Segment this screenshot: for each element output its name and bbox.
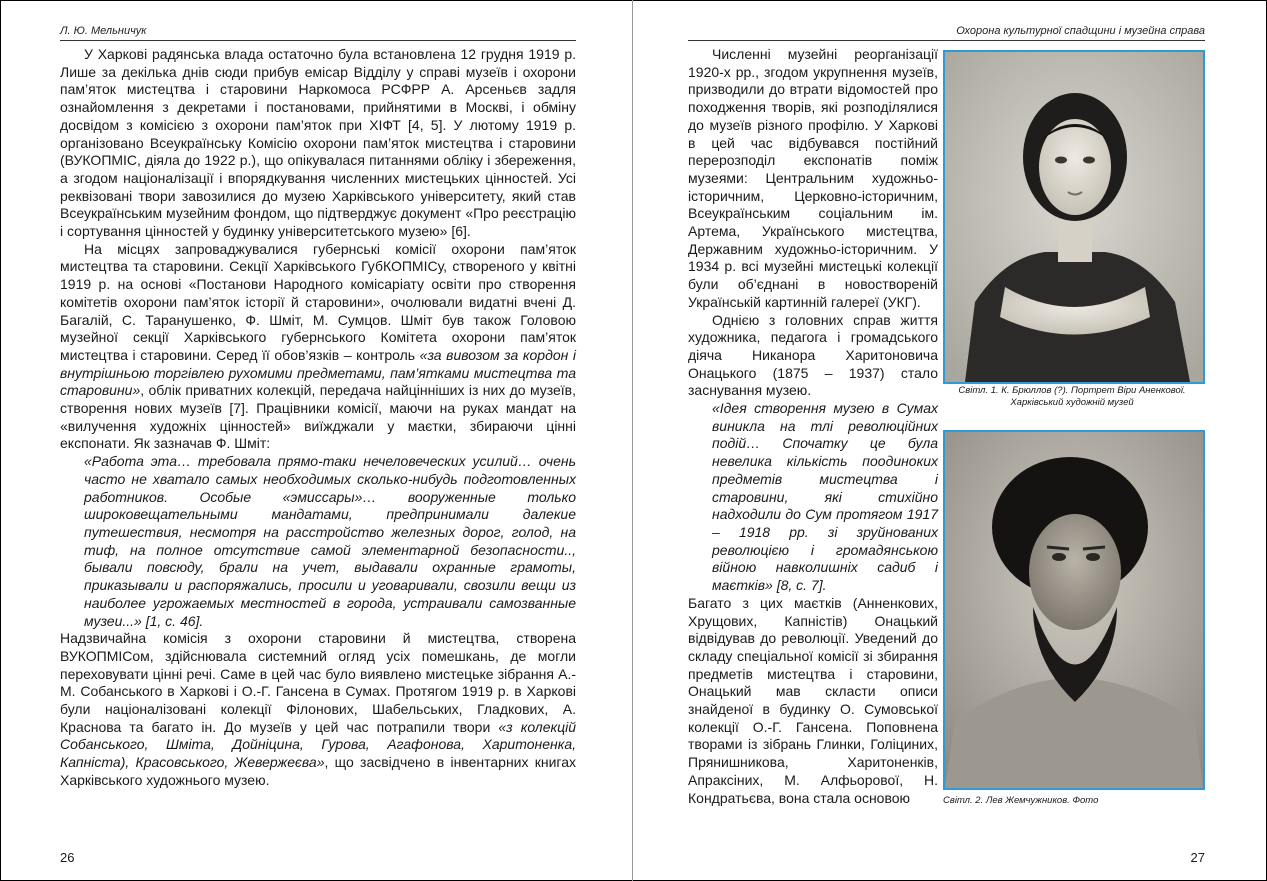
text-run: , що засвідчено в інвентарних книгах Харківського художнього музею.	[60, 754, 576, 788]
page-number-left: 26	[60, 850, 75, 865]
paragraph: Багато з цих маєтків (Анненкових, Хрущових, Капністів) Онацький відвідував до революції. Уведений до складу спеціальної комісії зі збирання предметів мистецтва і старовини, Онацький мав скласти описи знайденої в будинку О. Сумовської колекції О.-Г. Гансена. Поповнена творами із зібрань Глинки, Голіциних, Прянишникова, Харитоненків, Апраксіних, М. Алфьорової, Н. Кондратьєва, вона стала основою	[688, 594, 938, 806]
left-page	[0, 0, 633, 881]
italic-citation: «за вивозом за кордон і внутрішньою торгівлею рухомими предметами, пам’ятками мистецтва та старовини»	[60, 346, 576, 399]
italic-citation: «з колекцій Собанського, Шміта, Дойніцина, Гурова, Агафонова, Харитоненка, Капніста), Красовського, Жевержеєва»	[60, 718, 576, 771]
paragraph	[60, 241, 576, 453]
right-text-column	[688, 46, 938, 807]
photo-caption-1	[939, 385, 1205, 409]
caption-line: Світл. 1. К. Брюллов (?). Портрет Віри Аненкової.	[958, 385, 1186, 396]
paragraph	[60, 630, 576, 789]
caption-line: Харківський художній музей	[1010, 397, 1134, 408]
running-head-left: Л. Ю. Мельничук	[60, 25, 147, 37]
portrait-painting-image	[945, 52, 1203, 382]
portrait-painting-photo	[943, 50, 1205, 384]
page-number-right: 27	[1190, 850, 1205, 865]
header-rule-right	[688, 40, 1205, 41]
man-portrait-image	[945, 432, 1203, 788]
block-quote: «Работа эта… требовала прямо-таки нечеловеческих усилий… очень часто не хватало самых необходимых сколько-нибудь подготовленных работников. Особые «эмиссары»… вооруженные только широковещательными мандатами, предпринимали далекие путешествия, несмотря на расстройство железных дорог, голод, на тиф, на полное отсутствие самой элементарной безопасности.., бывали повсюду, брали на учет, выдавали охранные грамоты, приказывали и распоряжались, просили и уговаривали, свозили вещи из наиболее угрожаемых местностей в города, устраивали самозванные музеи...» [1, с. 46].	[84, 453, 576, 629]
block-quote: «Ідея створення музею в Сумах виникла на тлі революційних подій… Спочатку це була невелика кількість поодиноких предметів мистецтва і старовини, які стихійно надходили до Сум протягом 1917 – 1918 рр. зі зруйнованих революцією і громадянською війною навколишніх садиб і маєтків» [8, с. 7].	[712, 400, 938, 594]
photo-caption-2: Світл. 2. Лев Жемчужников. Фото	[943, 795, 1099, 806]
paragraph: Численні музейні реорганізації 1920-х рр., згодом укрупнення музеїв, призводили до втрати відомостей про походження творів, які розподілялися до музеїв різного профілю. У Харкові в цей час відбувався постійний перерозподіл експонатів поміж музеями: Центральним художньо-історичним, Церковно-історичним, Всеукраїнським соціальним ім. Артема, Українського мистецтва, Державним художньо-історичним. У 1934 р. всі музейні мистецькі колекції були об’єднані в новоствореній Українській картинній галереї (УКГ).	[688, 46, 938, 310]
paragraph: У Харкові радянська влада остаточно була встановлена 12 грудня 1919 р. Лише за декілька днів сюди прибув емісар Відділу у справі музеїв і охорони пам’яток мистецтва і старовини Наркомоса РСФРР А. Арсеньєв задля ознайомлення з декретами і постановами, прийнятими в Москві, і обміну досвідом з комісією з охорони пам’яток при ХІФТ [4, 5]. У лютому 1919 р. організовано Всеукраїнську Комісію охорони пам’яток мистецтва і старовини (ВУКОПМІС, діяла до 1922 р.), що опікувалася питаннями обліку і збереження, а згодом націоналізації і впорядкування численних мистецьких цінностей. Усі реквізовані твори завозилися до музею Харківського університету, який став Всеукраїнським музейним фондом, що підтверджує документ «Про реєстрацію і сортування цінностей у будинку університетського музею» [6].	[60, 46, 576, 240]
man-portrait-photo	[943, 430, 1205, 790]
paragraph: Однією з головних справ життя художника, педагога і громадського діяча Никанора Харитоновича Онацького (1875 – 1937) стало заснування музею.	[688, 311, 938, 399]
header-rule-left	[60, 40, 576, 41]
right-page	[633, 0, 1267, 881]
text-run: На місцях запроваджувалися губернські комісії охорони пам’яток мистецтва та старовини. Секції Харківського ГубКОПМІСу, створеного у квітні 1919 р. на основі «Постанови Народного комісаріату освіти про створення комітетів охорони пам’яток історії й старовини», очолювали видатні вчені Д. Багалій, С. Таранушенко, Ф. Шміт, М. Сумцов. Шміт був також Головою музейної секції Харківського губернського Комітета охорони пам’яток мистецтва і старовини. Серед її обов’язків – контроль	[60, 240, 576, 363]
text-run: Надзвичайна комісія з охорони старовини й мистецтва, створена ВУКОПМІСом, здійснювала системний огляд усіх помешкань, де могли переховувати цінні речі. Саме в цей час було виявлено мистецьке зібрання А.-М. Собанського в Харкові і О.-Г. Гансена в Сумах. Протягом 1919 р. в Харкові були націоналізовані колекції Філонових, Шабельських, Гладкових, А. Краснова та багато ін. До музеїв у цей час потрапили твори	[60, 630, 576, 735]
left-text-column	[60, 46, 576, 790]
text-run: , облік приватних колекцій, передача найцінніших із них до музеїв, створення нових музеїв [7]. Працівники комісії, маючи на руках мандат на «вилучення художніх цінностей» виїжджали у маєтки, збираючи цінні експонати. Як зазначав Ф. Шміт:	[60, 382, 576, 452]
running-head-right: Охорона культурної спадщини і музейна справа	[956, 25, 1205, 37]
